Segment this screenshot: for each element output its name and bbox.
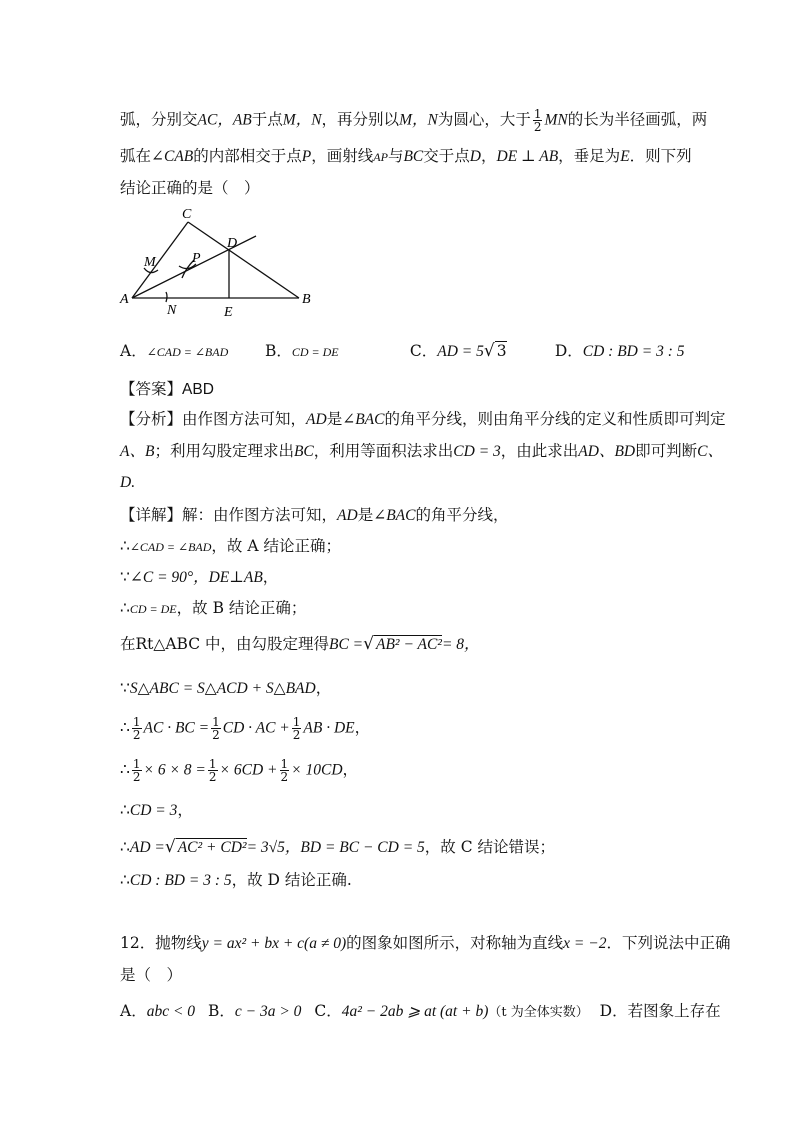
arc-n [166,292,167,302]
step-7: ∴ $\frac{1}{2}$ × 6 × 8 = $\frac{1}{2}$ × 6CD + $\frac{1}{2}$ × 10CD， [120,757,359,784]
segment-ac [132,222,188,298]
triangle-diagram [116,206,326,321]
problem11-line2: 弧在∠CAB的内部相交于点P，画射线AP与BC交于点D，DE ⊥ AB，垂足为E．则下列 [120,147,692,165]
option-c: C．AD = 5√ 3 [409,341,507,361]
analysis-line1: 【分析】由作图方法可知，AD是∠BAC的角平分线，则由角平分线的定义和性质即可判定 [120,410,726,428]
step-4: 在Rt△ABC 中，由勾股定理得BC =√ AB² − AC²= 8， [120,634,480,654]
label-a: A [120,292,129,307]
detail-line1: 【详解】解：由作图方法可知，AD是∠BAC的角平分线， [120,506,509,524]
label-m: M [144,255,156,270]
label-e: E [224,305,233,320]
option-b: B．CD = DE [264,342,339,360]
step-2: ∵∠C = 90°，DE⊥AB， [120,568,279,586]
problem12-line2: 是（ ） [120,966,183,984]
label-d: D [227,236,238,251]
step-9: ∴AD =√ AC² + CD²= 3√5，BD = BC − CD = 5，故 C 结论错误； [120,837,556,857]
segment-cb [188,222,299,298]
problem12-line1: 12．抛物线y = ax² + bx + c(a ≠ 0)的图象如图所示，对称轴为直线x = −2．下列说法中正确 [120,934,731,952]
fraction-half: $\frac{1}{2}$ [533,107,542,134]
step-6: ∴ $\frac{1}{2}$ AC · BC = $\frac{1}{2}$ CD · AC + $\frac{1}{2}$ AB · DE， [120,715,371,742]
step-8: ∴CD = 3， [120,801,193,819]
step-3: ∴CD = DE，故 B 结论正确； [120,599,307,617]
triangle-figure [116,206,326,325]
label-n: N [167,303,177,318]
step-5: ∵S△ABC = S△ACD + S△BAD， [120,679,332,697]
label-p: P [192,251,201,266]
problem11-line1: 弧，分别交AC，AB于点M，N，再分别以M，N为圆心，大于 $\frac{1}{2}$ MN的长为半径画弧，两 [120,107,708,134]
answer-line: 【答案】ABD [120,380,214,398]
option-a: A．∠CAD = ∠BAD [120,342,229,360]
problem12-options: A．abc < 0 B．c − 3a > 0 C．4a² − 2ab ⩾ at (at + b)（t 为全体实数） D．若图象上存在 [120,1002,721,1020]
step-1: ∴∠CAD = ∠BAD，故 A 结论正确； [120,537,341,555]
problem11-options [120,340,690,363]
analysis-line2: A、B；利用勾股定理求出BC，利用等面积法求出CD = 3，由此求出AD、BD即可判断C、 [120,442,723,460]
analysis-line3: D. [120,474,136,491]
label-c: C [182,207,192,222]
problem11-line3: 结论正确的是（ ） [120,179,260,197]
step-10: ∴CD : BD = 3 : 5，故 D 结论正确. [120,871,352,889]
label-b: B [302,292,311,307]
option-d: D．CD : BD = 3 : 5 [554,342,685,360]
